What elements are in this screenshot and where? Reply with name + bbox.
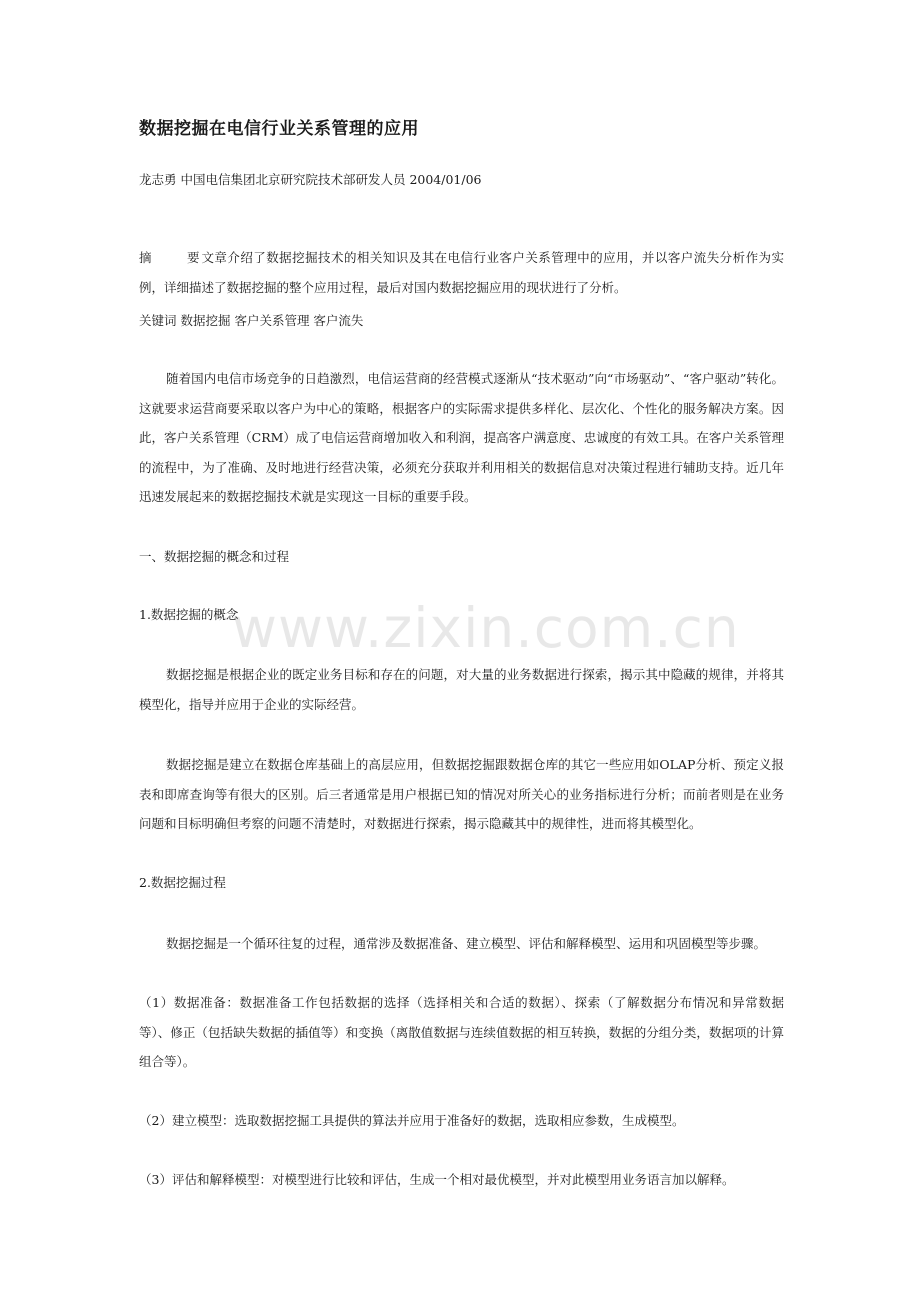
keywords: 关键词 数据挖掘 客户关系管理 客户流失 <box>139 313 364 328</box>
step-2-build-model: （2）建立模型：选取数据挖掘工具提供的算法并应用于准备好的数据，选取相应参数，生成模型。 <box>139 1113 685 1128</box>
step-1-data-preparation: （1）数据准备：数据准备工作包括数据的选择（选择相关和合适的数据）、探索（了解数据分布情况和异常数据等）、修正（包括缺失数据的插值等）和变换（离散值数据与连续值数据的相互转换，数据的分组分类，数据项的计算组合等）。 <box>139 995 784 1069</box>
abstract-label-2: 要 <box>187 250 200 265</box>
paragraph-concept-2: 数据挖掘是建立在数据仓库基础上的高层应用，但数据挖掘跟数据仓库的其它一些应用如OLAP分析、预定义报表和即席查询等有很大的区别。后三者通常是用户根据已知的情况对所关心的业务指标进行分析；而前者则是在业务问题和目标明确但考察的问题不清楚时，对数据进行探索，揭示隐藏其中的规律性，进而将其模型化。 <box>139 757 784 831</box>
step-3-evaluate-model: （3）评估和解释模型：对模型进行比较和评估，生成一个相对最优模型，并对此模型用业务语言加以解释。 <box>139 1172 735 1187</box>
paragraph-concept-1: 数据挖掘是根据企业的既定业务目标和存在的问题，对大量的业务数据进行探索，揭示其中隐藏的规律，并将其模型化，指导并应用于企业的实际经营。 <box>139 667 784 712</box>
paragraph-process: 数据挖掘是一个循环往复的过程，通常涉及数据准备、建立模型、评估和解释模型、运用和巩固模型等步骤。 <box>166 936 767 951</box>
byline: 龙志勇 中国电信集团北京研究院技术部研发人员 2004/01/06 <box>139 172 482 187</box>
article-title: 数据挖掘在电信行业关系管理的应用 <box>139 119 419 139</box>
abstract-text: 文章介绍了数据挖掘技术的相关知识及其在电信行业客户关系管理中的应用，并以客户流失分析作为实例，详细描述了数据挖掘的整个应用过程，最后对国内数据挖掘应用的现状进行了分析。 <box>139 250 784 295</box>
abstract <box>139 243 784 302</box>
abstract-label-1: 摘 <box>139 250 152 265</box>
intro-paragraph: 随着国内电信市场竞争的日趋激烈，电信运营商的经营模式逐渐从“技术驱动”向“市场驱动”、“客户驱动”转化。这就要求运营商要采取以客户为中心的策略，根据客户的实际需求提供多样化、层次化、个性化的服务解决方案。因此，客户关系管理（CRM）成了电信运营商增加收入和利润，提高客户满意度、忠诚度的有效工具。在客户关系管理的流程中，为了准确、及时地进行经营决策，必须充分获取并利用相关的数据信息对决策过程进行辅助支持。近几年迅速发展起来的数据挖掘技术就是实现这一目标的重要手段。 <box>139 371 784 504</box>
watermark: www.zixin.com.cn <box>232 596 740 660</box>
subheading-1: 1.数据挖掘的概念 <box>139 607 239 622</box>
subheading-2: 2.数据挖掘过程 <box>139 875 226 890</box>
section-heading-1: 一、数据挖掘的概念和过程 <box>139 549 290 564</box>
